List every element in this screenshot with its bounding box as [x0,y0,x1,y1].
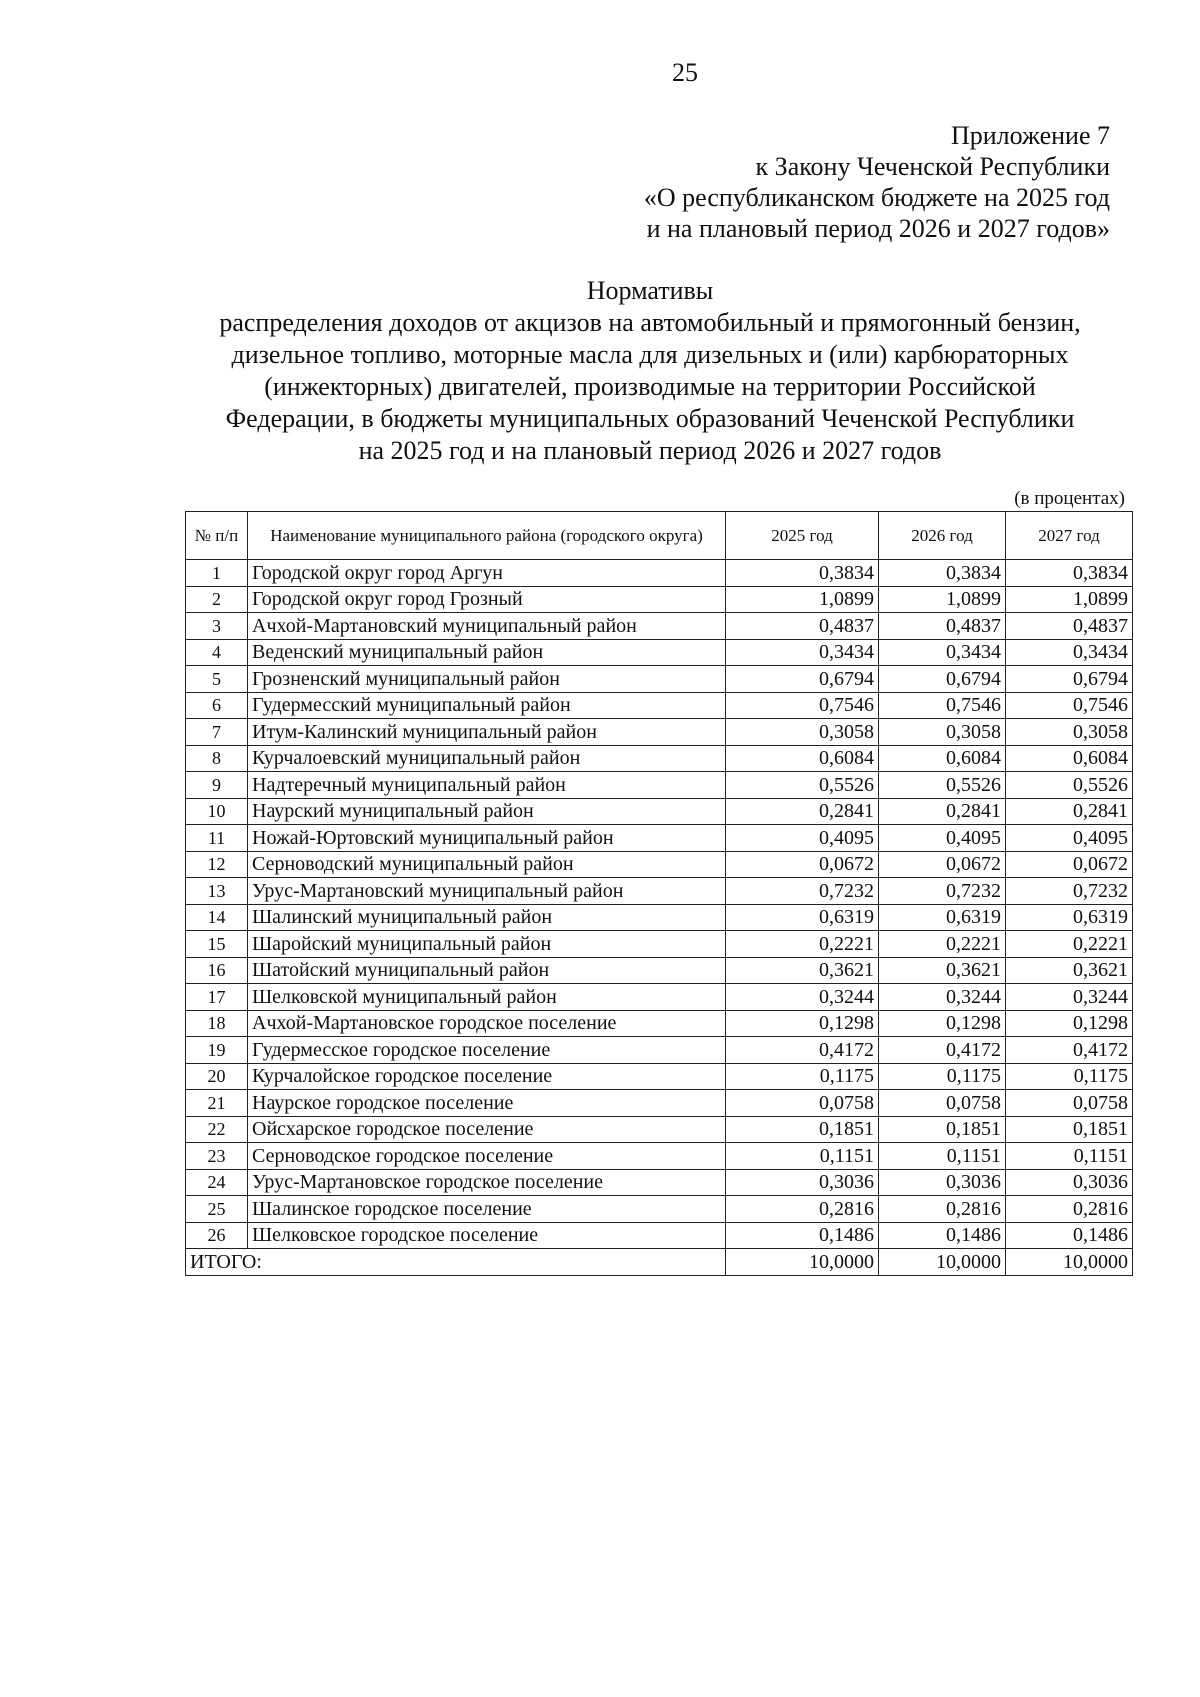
row-name: Урус-Мартановский муниципальный район [248,878,726,905]
row-name: Шатойский муниципальный район [248,957,726,984]
row-name: Ачхой-Мартановский муниципальный район [248,613,726,640]
row-value-2027: 0,1175 [1006,1063,1133,1090]
row-number: 6 [186,692,248,719]
row-number: 12 [186,851,248,878]
row-name: Шалинское городское поселение [248,1196,726,1223]
row-value-2025: 0,4837 [726,613,879,640]
row-value-2025: 0,7232 [726,878,879,905]
row-number: 2 [186,586,248,613]
row-value-2027: 0,2816 [1006,1196,1133,1223]
table-row [186,1010,1133,1037]
table-row [186,984,1133,1011]
row-value-2027: 0,4172 [1006,1037,1133,1064]
table-row [186,1169,1133,1196]
row-value-2027: 0,3058 [1006,719,1133,746]
table-row [186,772,1133,799]
row-number: 8 [186,745,248,772]
total-label: ИТОГО: [186,1249,726,1276]
table-row [186,1143,1133,1170]
document-title [150,275,1150,467]
row-value-2026: 0,1151 [879,1143,1006,1170]
row-value-2027: 0,7232 [1006,878,1133,905]
row-value-2026: 0,2221 [879,931,1006,958]
header-2025: 2025 год [726,512,879,560]
row-name: Городской округ город Аргун [248,560,726,587]
header-name: Наименование муниципального района (городского округа) [248,512,726,560]
row-value-2026: 0,1298 [879,1010,1006,1037]
table-row [186,1196,1133,1223]
row-value-2025: 0,5526 [726,772,879,799]
title-line-5: на 2025 год и на плановый период 2026 и 2027 годов [358,436,942,465]
row-name: Шелковской муниципальный район [248,984,726,1011]
row-value-2027: 0,2841 [1006,798,1133,825]
row-number: 13 [186,878,248,905]
norms-table [185,511,1133,1276]
table-row [186,1063,1133,1090]
title-heading: Нормативы [586,276,714,305]
row-name: Шаройский муниципальный район [248,931,726,958]
row-value-2025: 0,6084 [726,745,879,772]
row-number: 10 [186,798,248,825]
row-number: 4 [186,639,248,666]
row-value-2025: 0,1486 [726,1222,879,1249]
row-name: Наурское городское поселение [248,1090,726,1117]
row-value-2025: 0,6319 [726,904,879,931]
row-value-2026: 0,1486 [879,1222,1006,1249]
row-name: Ачхой-Мартановское городское поселение [248,1010,726,1037]
header-2027: 2027 год [1006,512,1133,560]
table-row [186,825,1133,852]
row-number: 14 [186,904,248,931]
row-value-2025: 0,3434 [726,639,879,666]
row-value-2025: 0,0758 [726,1090,879,1117]
title-line-4: Федерации, в бюджеты муниципальных образований Чеченской Республики [225,404,1075,433]
table-row [186,745,1133,772]
row-number: 20 [186,1063,248,1090]
total-2027: 10,0000 [1006,1249,1133,1276]
row-number: 15 [186,931,248,958]
row-value-2026: 0,0758 [879,1090,1006,1117]
row-value-2026: 0,1175 [879,1063,1006,1090]
table-row [186,931,1133,958]
row-value-2027: 0,1151 [1006,1143,1133,1170]
units-note: (в процентах) [1014,488,1125,509]
row-value-2025: 0,1151 [726,1143,879,1170]
appendix-line-1: Приложение 7 [950,121,1110,150]
row-value-2025: 0,2221 [726,931,879,958]
row-number: 5 [186,666,248,693]
row-number: 22 [186,1116,248,1143]
row-number: 26 [186,1222,248,1249]
row-value-2026: 0,3621 [879,957,1006,984]
title-line-3: (инжекторных) двигателей, производимые на территории Российской [264,372,1036,401]
row-value-2026: 0,4837 [879,613,1006,640]
row-value-2027: 0,4837 [1006,613,1133,640]
row-name: Урус-Мартановское городское поселение [248,1169,726,1196]
table-row [186,851,1133,878]
title-line-2: дизельное топливо, моторные масла для дизельных и (или) карбюраторных [231,340,1069,369]
row-value-2025: 0,4095 [726,825,879,852]
row-name: Ойсхарское городское поселение [248,1116,726,1143]
table-row [186,666,1133,693]
table-row [186,613,1133,640]
page-number: 25 [672,58,698,87]
row-value-2027: 0,4095 [1006,825,1133,852]
table-body [186,560,1133,1249]
row-value-2026: 0,3834 [879,560,1006,587]
row-value-2025: 0,3036 [726,1169,879,1196]
appendix-line-3: «О республиканском бюджете на 2025 год [643,183,1110,212]
table-header-row [186,512,1133,560]
row-name: Курчалойское городское поселение [248,1063,726,1090]
row-name: Шалинский муниципальный район [248,904,726,931]
row-value-2026: 0,1851 [879,1116,1006,1143]
row-value-2027: 0,6084 [1006,745,1133,772]
row-value-2025: 0,3058 [726,719,879,746]
row-number: 23 [186,1143,248,1170]
row-value-2025: 1,0899 [726,586,879,613]
row-value-2026: 0,6319 [879,904,1006,931]
table-row [186,719,1133,746]
appendix-line-4: и на плановый период 2026 и 2027 годов» [646,214,1110,243]
row-value-2026: 0,7546 [879,692,1006,719]
row-value-2027: 0,1298 [1006,1010,1133,1037]
row-value-2025: 0,4172 [726,1037,879,1064]
row-number: 24 [186,1169,248,1196]
row-value-2027: 0,3244 [1006,984,1133,1011]
row-value-2027: 0,3621 [1006,957,1133,984]
row-value-2025: 0,1175 [726,1063,879,1090]
row-name: Грозненский муниципальный район [248,666,726,693]
table-row [186,560,1133,587]
row-value-2025: 0,7546 [726,692,879,719]
row-number: 3 [186,613,248,640]
row-name: Надтеречный муниципальный район [248,772,726,799]
row-value-2025: 0,2841 [726,798,879,825]
row-value-2027: 0,5526 [1006,772,1133,799]
appendix-header [310,120,1110,244]
row-value-2026: 0,3058 [879,719,1006,746]
row-number: 17 [186,984,248,1011]
row-name: Серноводское городское поселение [248,1143,726,1170]
row-value-2026: 1,0899 [879,586,1006,613]
row-value-2026: 0,3244 [879,984,1006,1011]
row-name: Гудермесское городское поселение [248,1037,726,1064]
total-2025: 10,0000 [726,1249,879,1276]
row-value-2027: 0,1851 [1006,1116,1133,1143]
row-value-2025: 0,3244 [726,984,879,1011]
row-value-2027: 0,7546 [1006,692,1133,719]
row-name: Веденский муниципальный район [248,639,726,666]
table-row [186,798,1133,825]
row-name: Городской округ город Грозный [248,586,726,613]
row-value-2027: 0,2221 [1006,931,1133,958]
row-value-2025: 0,0672 [726,851,879,878]
appendix-line-2: к Закону Чеченской Республики [755,152,1110,181]
row-value-2025: 0,1298 [726,1010,879,1037]
table-row [186,1116,1133,1143]
row-value-2027: 0,3036 [1006,1169,1133,1196]
row-value-2027: 0,0758 [1006,1090,1133,1117]
table-row [186,957,1133,984]
row-value-2026: 0,6794 [879,666,1006,693]
row-value-2027: 0,6319 [1006,904,1133,931]
row-value-2025: 0,3621 [726,957,879,984]
row-value-2026: 0,3036 [879,1169,1006,1196]
row-number: 25 [186,1196,248,1223]
row-value-2026: 0,3434 [879,639,1006,666]
row-name: Итум-Калинский муниципальный район [248,719,726,746]
row-value-2027: 0,6794 [1006,666,1133,693]
row-number: 19 [186,1037,248,1064]
row-value-2026: 0,0672 [879,851,1006,878]
title-line-1: распределения доходов от акцизов на автомобильный и прямогонный бензин, [219,308,1081,337]
row-number: 11 [186,825,248,852]
row-value-2025: 0,3834 [726,560,879,587]
row-name: Наурский муниципальный район [248,798,726,825]
row-value-2025: 0,1851 [726,1116,879,1143]
row-number: 9 [186,772,248,799]
row-name: Шелковское городское поселение [248,1222,726,1249]
row-value-2025: 0,2816 [726,1196,879,1223]
table-row [186,1222,1133,1249]
row-value-2026: 0,2816 [879,1196,1006,1223]
header-num: № п/п [186,512,248,560]
table-row [186,1090,1133,1117]
row-number: 7 [186,719,248,746]
row-value-2027: 0,1486 [1006,1222,1133,1249]
row-name: Ножай-Юртовский муниципальный район [248,825,726,852]
row-value-2026: 0,7232 [879,878,1006,905]
row-number: 16 [186,957,248,984]
table-row [186,586,1133,613]
row-number: 18 [186,1010,248,1037]
header-2026: 2026 год [879,512,1006,560]
row-value-2027: 0,3434 [1006,639,1133,666]
row-value-2027: 1,0899 [1006,586,1133,613]
row-name: Серноводский муниципальный район [248,851,726,878]
table-row [186,878,1133,905]
table-row [186,1037,1133,1064]
total-2026: 10,0000 [879,1249,1006,1276]
row-number: 1 [186,560,248,587]
row-value-2026: 0,4095 [879,825,1006,852]
row-name: Курчалоевский муниципальный район [248,745,726,772]
row-value-2026: 0,2841 [879,798,1006,825]
row-value-2027: 0,3834 [1006,560,1133,587]
table-row [186,904,1133,931]
table-row [186,639,1133,666]
row-value-2026: 0,6084 [879,745,1006,772]
row-number: 21 [186,1090,248,1117]
row-value-2027: 0,0672 [1006,851,1133,878]
table-row [186,692,1133,719]
row-value-2026: 0,4172 [879,1037,1006,1064]
row-value-2025: 0,6794 [726,666,879,693]
total-row [186,1249,1133,1276]
row-value-2026: 0,5526 [879,772,1006,799]
row-name: Гудермесский муниципальный район [248,692,726,719]
